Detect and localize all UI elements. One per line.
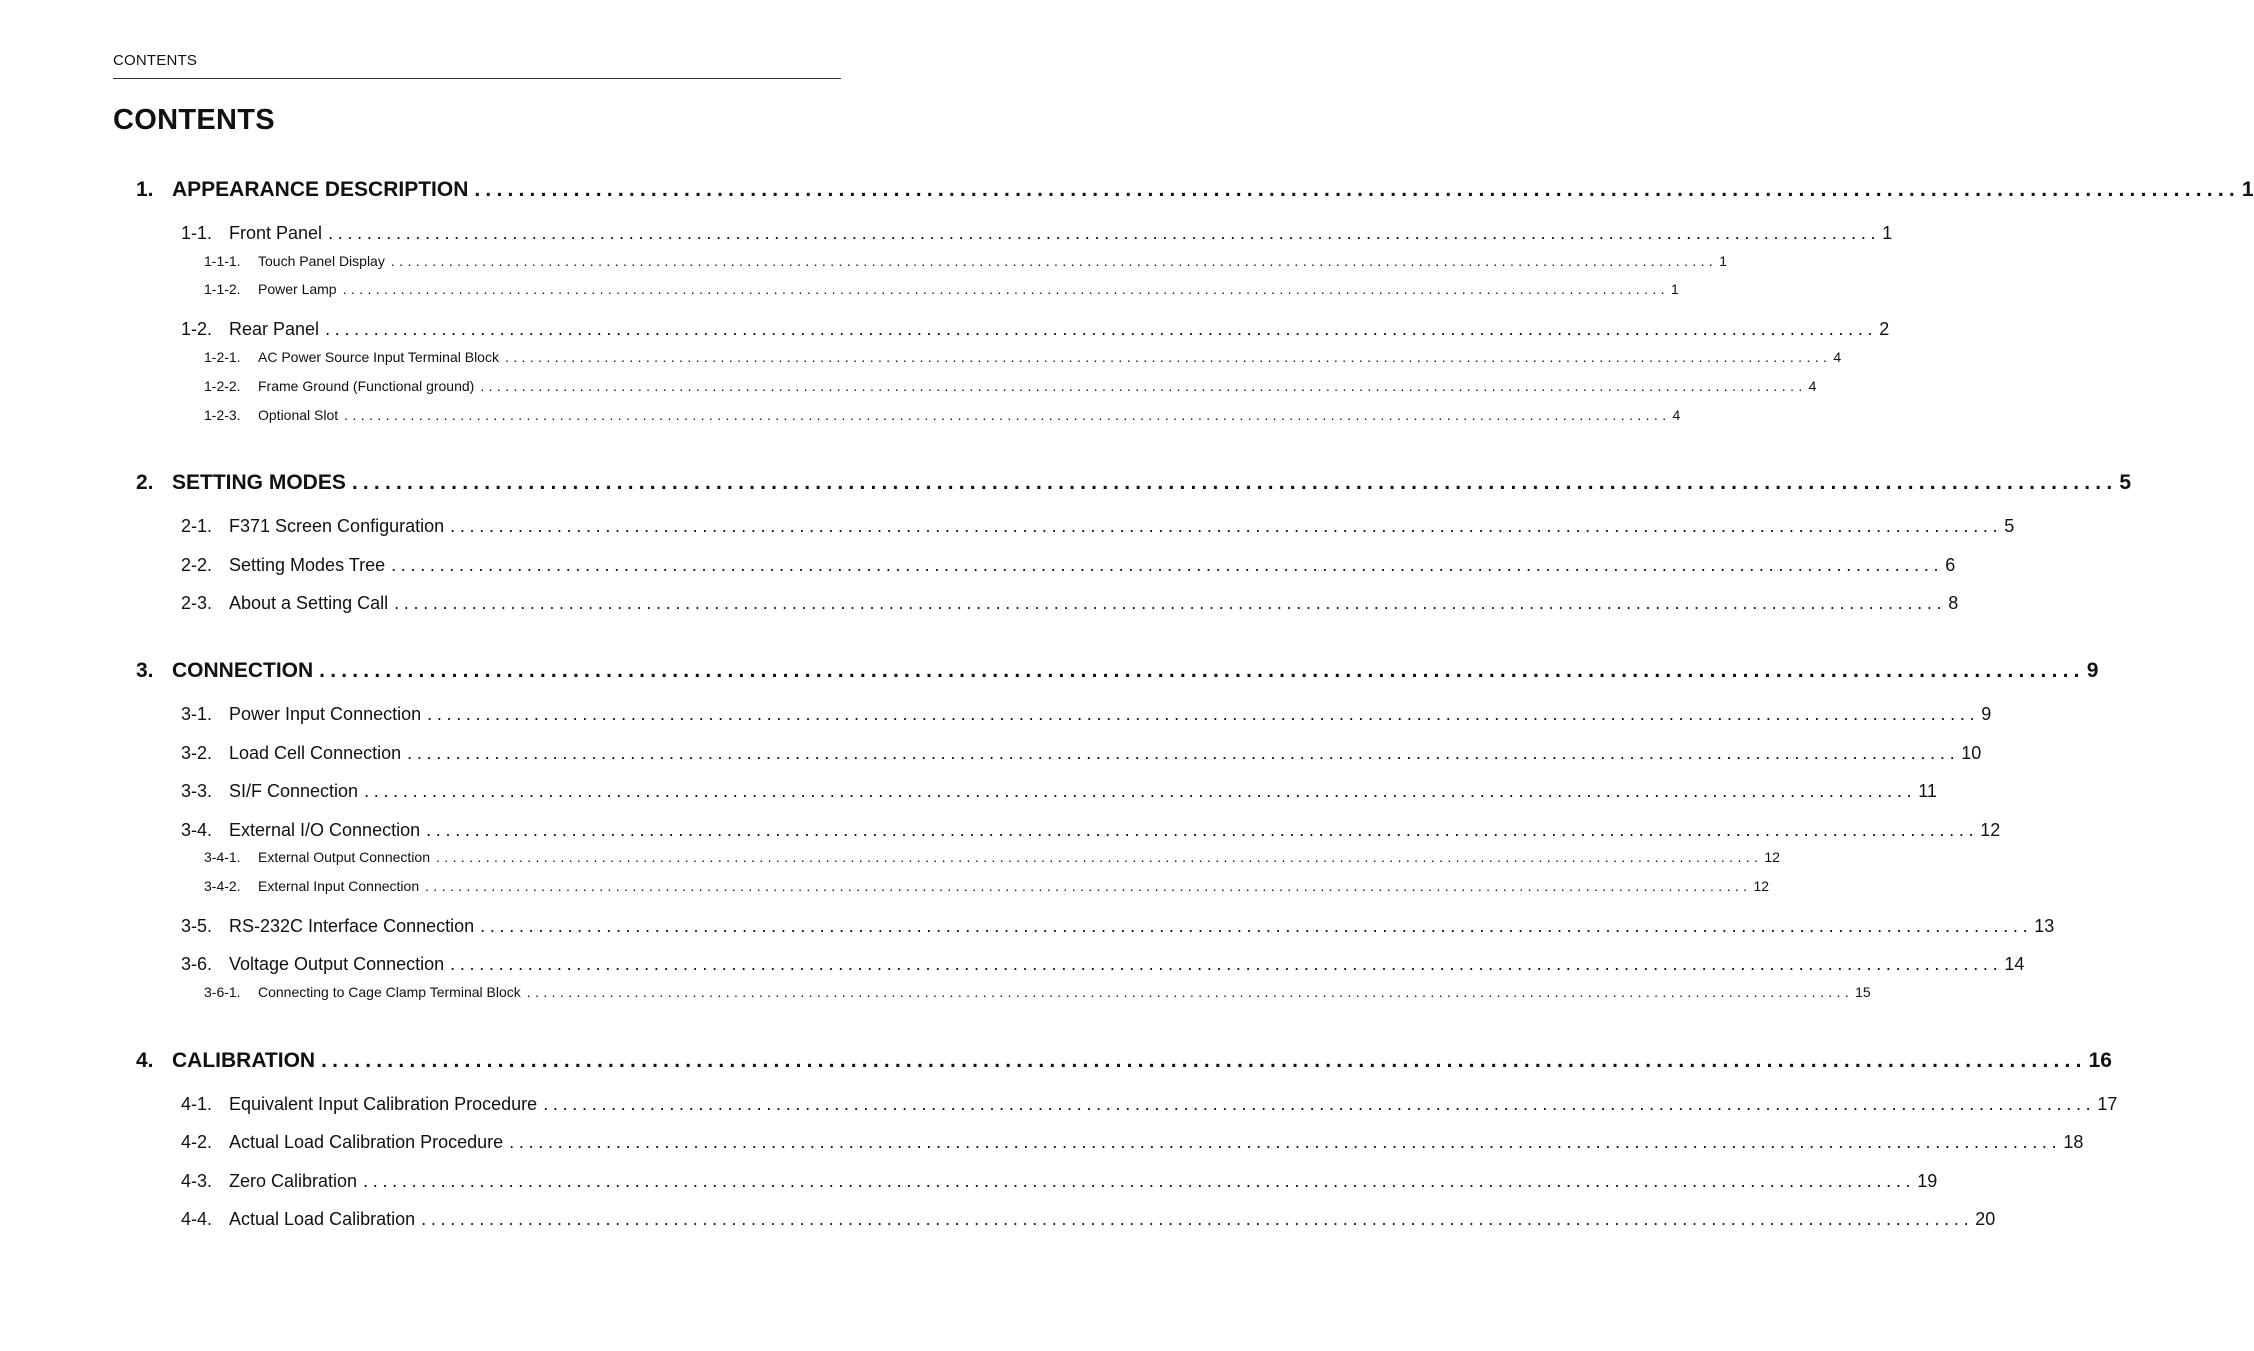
toc-entry-title: SI/F Connection — [229, 781, 359, 801]
toc-entry-title: Touch Panel Display — [258, 253, 385, 269]
toc-entry-level-1[interactable] — [136, 659, 2099, 683]
toc-entry-page-number: 6 — [1945, 555, 1956, 575]
toc-entry-number: 1. — [136, 178, 154, 201]
dot-leader: ................................................................................................................................................................ — [480, 916, 2033, 936]
toc-entry-number: 4-3. — [181, 1171, 213, 1191]
toc-entry-level-3[interactable] — [204, 253, 1727, 269]
toc-entry-level-2[interactable] — [181, 516, 2015, 537]
toc-entry-level-2[interactable] — [181, 1171, 1938, 1192]
toc-entry-number: 1-1. — [181, 223, 213, 243]
toc-entry-number: 2-3. — [181, 593, 213, 613]
toc-entry-level-2[interactable] — [181, 704, 1992, 725]
toc-entry-number: 4-1. — [181, 1094, 213, 1114]
toc-entry-title: RS-232C Interface Connection — [229, 916, 475, 936]
dot-leader: ................................................................................................................................................................ — [450, 954, 2003, 974]
toc-entry-level-2[interactable] — [181, 916, 2055, 937]
dot-leader: ................................................................................................................................................................ — [342, 281, 1669, 297]
toc-entry-number: 3-2. — [181, 743, 213, 763]
toc-entry-page-number: 8 — [1948, 593, 1959, 613]
toc-entry-title: Actual Load Calibration Procedure — [229, 1132, 504, 1152]
toc-entry-title: Optional Slot — [258, 407, 339, 423]
toc-entry-number: 3-3. — [181, 781, 213, 801]
toc-entry-title: About a Setting Call — [229, 593, 389, 613]
toc-entry-page-number: 1 — [2241, 178, 2254, 201]
dot-leader: ................................................................................................................................................................ — [319, 659, 2085, 682]
dot-leader: ................................................................................................................................................................ — [504, 349, 1832, 365]
toc-entry-title: AC Power Source Input Terminal Block — [258, 349, 499, 365]
toc-entry-page-number: 1 — [1882, 223, 1893, 243]
dot-leader: ................................................................................................................................................................ — [421, 1209, 1974, 1229]
toc-entry-level-2[interactable] — [181, 1209, 1996, 1230]
dot-leader: ................................................................................................................................................................ — [436, 849, 1763, 865]
toc-entry-number: 3-4-1. — [204, 849, 241, 865]
toc-entry-level-1[interactable] — [136, 471, 2132, 495]
toc-entry-number: 4-2. — [181, 1132, 213, 1152]
toc-entry-page-number: 4 — [1808, 378, 1817, 394]
dot-leader: ................................................................................................................................................................ — [391, 555, 1944, 575]
dot-leader: ................................................................................................................................................................ — [321, 1049, 2087, 1072]
dot-leader: ................................................................................................................................................................ — [425, 878, 1752, 894]
toc-entry-number: 3. — [136, 659, 154, 682]
toc-entry-title: Zero Calibration — [229, 1171, 358, 1191]
toc-entry-level-3[interactable] — [204, 349, 1842, 365]
toc-entry-page-number: 10 — [1961, 743, 1982, 763]
dot-leader: ................................................................................................................................................................ — [480, 378, 1807, 394]
toc-entry-page-number: 4 — [1672, 407, 1681, 423]
toc-entry-level-2[interactable] — [181, 319, 1890, 340]
toc-entry-level-3[interactable] — [204, 378, 1817, 394]
toc-entry-level-3[interactable] — [204, 878, 1770, 894]
dot-leader: ................................................................................................................................................................ — [325, 319, 1878, 339]
toc-entry-title: Front Panel — [229, 223, 323, 243]
toc-entry-level-2[interactable] — [181, 743, 1982, 764]
toc-entry-level-2[interactable] — [181, 954, 2025, 975]
toc-entry-level-3[interactable] — [204, 281, 1679, 297]
toc-entry-number: 1-1-2. — [204, 281, 241, 297]
dot-leader: ................................................................................................................................................................ — [351, 471, 2118, 494]
toc-entry-page-number: 1 — [1719, 253, 1727, 269]
dot-leader: ................................................................................................................................................................ — [363, 1171, 1916, 1191]
dot-leader: ................................................................................................................................................................ — [450, 516, 2003, 536]
toc-entry-level-2[interactable] — [181, 1132, 2084, 1153]
toc-entry-title: SETTING MODES — [172, 471, 346, 494]
page-title: CONTENTS — [113, 104, 275, 136]
toc-entry-page-number: 12 — [1764, 849, 1780, 865]
toc-entry-level-1[interactable] — [136, 178, 2254, 202]
toc-entry-title: CONNECTION — [172, 659, 314, 682]
toc-entry-level-1[interactable] — [136, 1049, 2112, 1073]
toc-entry-page-number: 2 — [1879, 319, 1890, 339]
dot-leader: ................................................................................................................................................................ — [328, 223, 1881, 243]
toc-entry-number: 2-2. — [181, 555, 213, 575]
toc-entry-title: Equivalent Input Calibration Procedure — [229, 1094, 538, 1114]
toc-entry-page-number: 14 — [2004, 954, 2025, 974]
dot-leader: ................................................................................................................................................................ — [407, 743, 1960, 763]
toc-entry-page-number: 12 — [1753, 878, 1770, 894]
toc-entry-number: 3-4-2. — [204, 878, 241, 894]
dot-leader: ................................................................................................................................................................ — [474, 178, 2240, 201]
toc-entry-page-number: 9 — [2086, 659, 2099, 682]
dot-leader: ................................................................................................................................................................ — [543, 1094, 2096, 1114]
toc-entry-page-number: 19 — [1917, 1171, 1938, 1191]
dot-leader: ................................................................................................................................................................ — [390, 253, 1718, 269]
toc-entry-title: Rear Panel — [229, 319, 320, 339]
dot-leader: ................................................................................................................................................................ — [394, 593, 1947, 613]
toc-entry-number: 3-6-1. — [204, 984, 241, 1000]
toc-entry-number: 1-2-3. — [204, 407, 241, 423]
toc-entry-number: 1-2-2. — [204, 378, 241, 394]
toc-entry-title: External I/O Connection — [229, 820, 421, 840]
toc-entry-number: 3-4. — [181, 820, 213, 840]
dot-leader: ................................................................................................................................................................ — [364, 781, 1917, 801]
toc-entry-level-3[interactable] — [204, 407, 1681, 423]
toc-entry-number: 1-2-1. — [204, 349, 241, 365]
toc-entry-title: Load Cell Connection — [229, 743, 402, 763]
toc-entry-page-number: 1 — [1670, 281, 1679, 297]
toc-entry-title: APPEARANCE DESCRIPTION — [172, 178, 469, 201]
toc-entry-title: Voltage Output Connection — [229, 954, 445, 974]
toc-entry-page-number: 17 — [2097, 1094, 2118, 1114]
toc-entry-number: 3-1. — [181, 704, 213, 724]
dot-leader: ................................................................................................................................................................ — [426, 820, 1979, 840]
toc-entry-level-2[interactable] — [181, 223, 1893, 244]
toc-entry-page-number: 15 — [1855, 984, 1871, 1000]
dot-leader: ................................................................................................................................................................ — [427, 704, 1980, 724]
toc-entry-level-2[interactable] — [181, 555, 1956, 576]
toc-entry-level-2[interactable] — [181, 1094, 2118, 1115]
toc-entry-page-number: 5 — [2119, 471, 2132, 494]
toc-entry-number: 3-6. — [181, 954, 213, 974]
toc-entry-number: 1-1-1. — [204, 253, 241, 269]
dot-leader: ................................................................................................................................................................ — [526, 984, 1854, 1000]
toc-entry-title: Power Lamp — [258, 281, 337, 297]
toc-entry-title: Power Input Connection — [229, 704, 422, 724]
dot-leader: ................................................................................................................................................................ — [344, 407, 1671, 423]
toc-entry-page-number: 13 — [2034, 916, 2055, 936]
toc-entry-title: External Output Connection — [258, 849, 430, 865]
toc-entry-number: 4-4. — [181, 1209, 213, 1229]
toc-entry-page-number: 5 — [2004, 516, 2015, 536]
toc-entry-page-number: 12 — [1980, 820, 2001, 840]
toc-entry-number: 2. — [136, 471, 154, 494]
toc-entry-page-number: 18 — [2063, 1132, 2084, 1152]
toc-entry-page-number: 9 — [1981, 704, 1992, 724]
toc-entry-title: Connecting to Cage Clamp Terminal Block — [258, 984, 521, 1000]
toc-entry-page-number: 11 — [1918, 781, 1937, 801]
dot-leader: ................................................................................................................................................................ — [509, 1132, 2062, 1152]
toc-entry-number: 2-1. — [181, 516, 213, 536]
toc-entry-page-number: 4 — [1833, 349, 1842, 365]
toc-entry-level-3[interactable] — [204, 849, 1780, 865]
toc-entry-number: 4. — [136, 1049, 154, 1072]
toc-entry-title: Frame Ground (Functional ground) — [258, 378, 475, 394]
toc-entry-title: External Input Connection — [258, 878, 420, 894]
toc-entry-level-2[interactable] — [181, 593, 1959, 614]
toc-entry-number: 1-2. — [181, 319, 213, 339]
toc-entry-level-2[interactable] — [181, 820, 2001, 841]
toc-entry-level-3[interactable] — [204, 984, 1871, 1000]
toc-entry-number: 3-5. — [181, 916, 213, 936]
running-header: CONTENTS — [113, 52, 198, 69]
toc-entry-title: Actual Load Calibration — [229, 1209, 416, 1229]
toc-entry-page-number: 20 — [1975, 1209, 1996, 1229]
toc-entry-title: F371 Screen Configuration — [229, 516, 445, 536]
toc-entry-title: CALIBRATION — [172, 1049, 316, 1072]
toc-entry-level-2[interactable] — [181, 781, 1937, 802]
toc-entry-title: Setting Modes Tree — [229, 555, 386, 575]
toc-entry-page-number: 16 — [2088, 1049, 2112, 1072]
